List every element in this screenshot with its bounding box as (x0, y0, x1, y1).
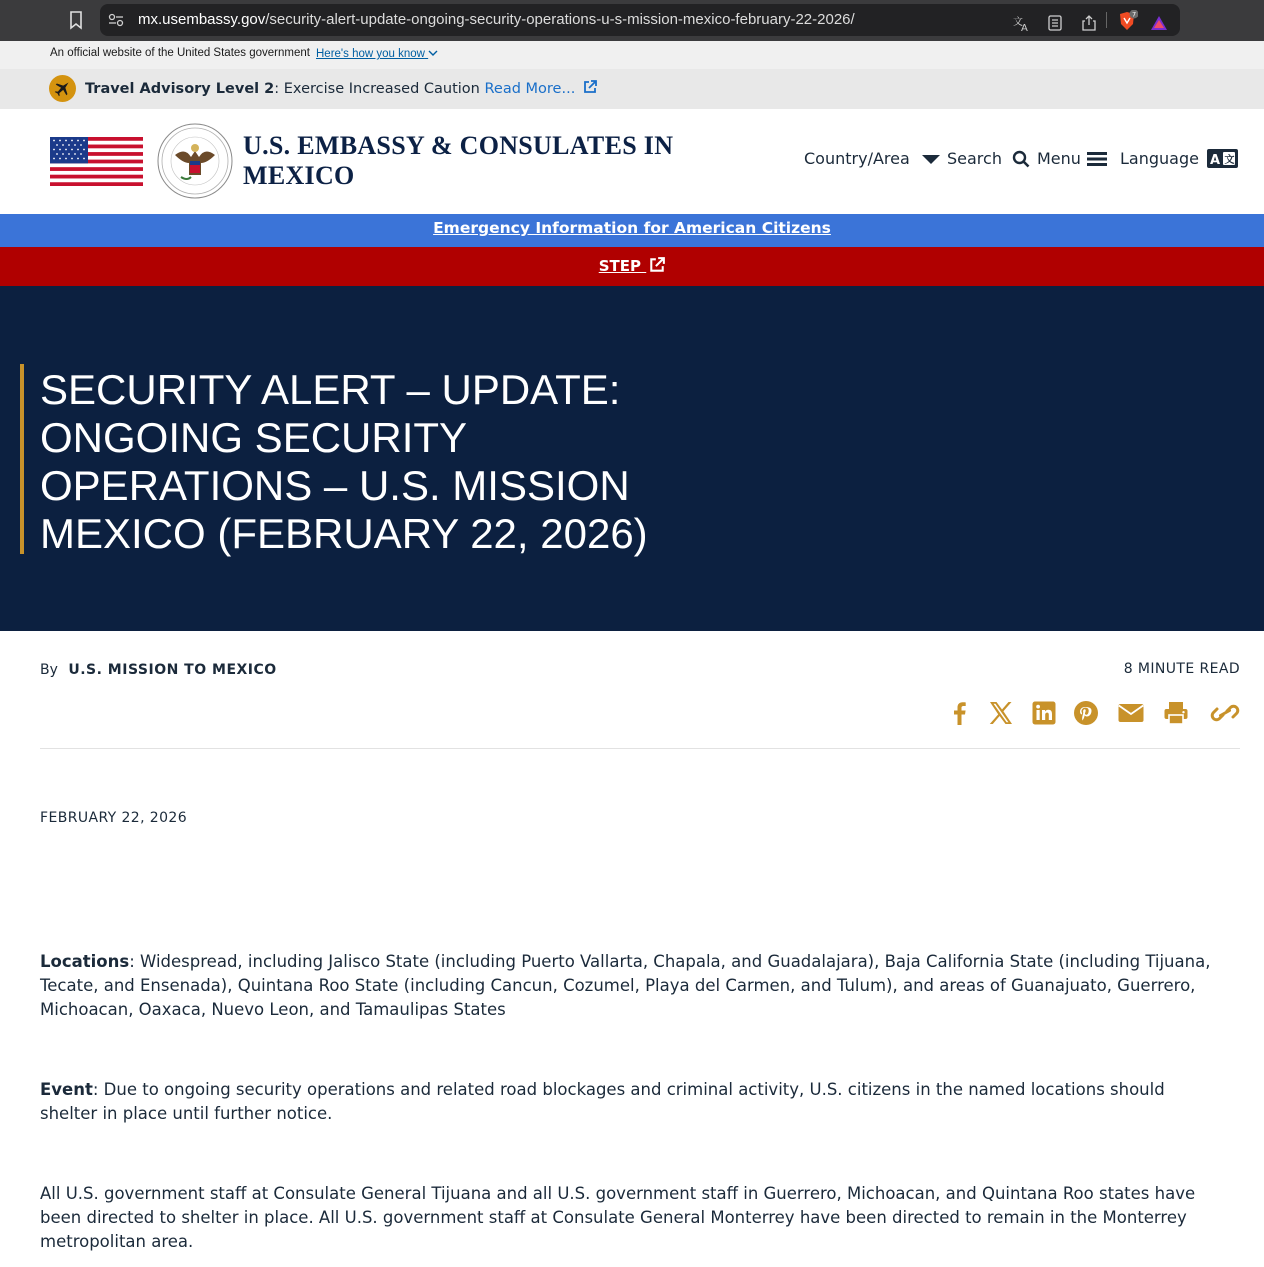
site-title[interactable]: U.S. EMBASSY & CONSULATES IN MEXICO (243, 131, 674, 190)
country-area-dropdown[interactable]: Country/Area (804, 149, 942, 168)
rewards-icon[interactable] (1150, 14, 1168, 32)
linkedin-icon[interactable] (1031, 700, 1057, 726)
chevron-down-icon (428, 49, 438, 57)
x-icon[interactable] (988, 700, 1014, 726)
article-hero (0, 286, 1264, 631)
emergency-info-bar (0, 214, 1264, 247)
menu-button[interactable]: Menu (1037, 149, 1107, 168)
svg-text:文: 文 (1224, 155, 1235, 166)
airplane-icon (49, 75, 76, 102)
copy-link-icon[interactable] (1210, 700, 1240, 726)
translate-icon[interactable] (1012, 14, 1030, 32)
gov-banner-text: An official website of the United States government (50, 47, 310, 59)
heres-how-you-know-link[interactable]: Here's how you know (316, 48, 438, 60)
svg-text:A: A (1209, 153, 1221, 168)
emergency-info-link[interactable]: Emergency Information for American Citizens (433, 219, 831, 237)
facebook-icon[interactable] (947, 700, 973, 726)
external-link-icon (583, 80, 597, 94)
step-bar (0, 247, 1264, 286)
brave-icon[interactable] (1116, 10, 1138, 32)
advisory-text: Travel Advisory Level 2: Exercise Increased Caution Read More... (85, 80, 597, 97)
title-accent-bar (20, 364, 24, 554)
travel-advisory-bar (0, 69, 1264, 109)
page-title: SECURITY ALERT – UPDATE: ONGOING SECURITY OPERATIONS – U.S. MISSION MEXICO (FEBRUARY 22, 2026) (40, 366, 648, 557)
address-bar[interactable] (100, 4, 1180, 36)
search-button[interactable]: Search (947, 149, 1030, 168)
bookmark-icon[interactable] (66, 10, 86, 30)
advisory-read-more-link[interactable]: Read More... (484, 81, 596, 97)
step-link[interactable]: STEP (599, 257, 666, 275)
site-header (0, 109, 1264, 214)
official-gov-banner (0, 41, 1264, 69)
svg-text:7: 7 (1132, 10, 1137, 19)
pinterest-icon[interactable] (1073, 700, 1099, 726)
reader-icon[interactable] (1046, 14, 1064, 32)
external-link-icon (649, 257, 665, 273)
email-icon[interactable] (1117, 700, 1145, 726)
site-settings-icon[interactable] (108, 13, 124, 27)
publish-date: FEBRUARY 22, 2026 (40, 810, 188, 826)
toolbar-separator (1106, 12, 1107, 28)
hamburger-icon (1087, 151, 1107, 167)
search-icon (1012, 150, 1030, 168)
meta-divider (40, 748, 1240, 749)
share-icon[interactable] (1080, 14, 1098, 32)
url-text: mx.usembassy.gov/security-alert-update-ongoing-security-operations-u-s-mission-mexico-february-22-2026/ (138, 11, 855, 28)
event-paragraph: Event: Due to ongoing security operations and related road blockages and criminal activity, U.S. citizens in the named locations should shelter in place until further notice. (40, 1080, 1165, 1123)
svg-text:文: 文 (1013, 17, 1023, 28)
mission-seal-logo[interactable] (157, 123, 233, 199)
byline: By U.S. MISSION TO MEXICO (40, 662, 277, 678)
us-flag-logo[interactable] (50, 137, 143, 186)
locations-paragraph: Locations: Widespread, including Jalisco State (including Puerto Vallarta, Chapala, and Guadalajara), Baja California State (including Tijuana, Tecate, and Ensenada), Quintana Roo State (including Cancun, Cozumel, Playa del Carmen, and Tulum), and areas of Guanajuato, Guerrero, Michoacan, Oaxaca, Nuevo Leon, and Tamaulipas States (40, 952, 1211, 1019)
author-link[interactable]: U.S. MISSION TO MEXICO (68, 662, 277, 678)
language-button[interactable]: Language A 文 (1120, 149, 1238, 168)
print-icon[interactable] (1163, 700, 1189, 726)
browser-toolbar (0, 0, 1264, 41)
caret-down-icon (920, 153, 942, 165)
language-icon (1207, 149, 1238, 168)
staff-paragraph: All U.S. government staff at Consulate General Tijuana and all U.S. government staff in Guerrero, Michoacan, and Quintana Roo states have been directed to shelter in place. All U.S. government staff at Consulate General Monterrey have been directed to remain in the Monterrey metropolitan area. (40, 1184, 1196, 1251)
svg-text:A: A (1021, 23, 1028, 32)
read-time: 8 MINUTE READ (1123, 661, 1240, 677)
